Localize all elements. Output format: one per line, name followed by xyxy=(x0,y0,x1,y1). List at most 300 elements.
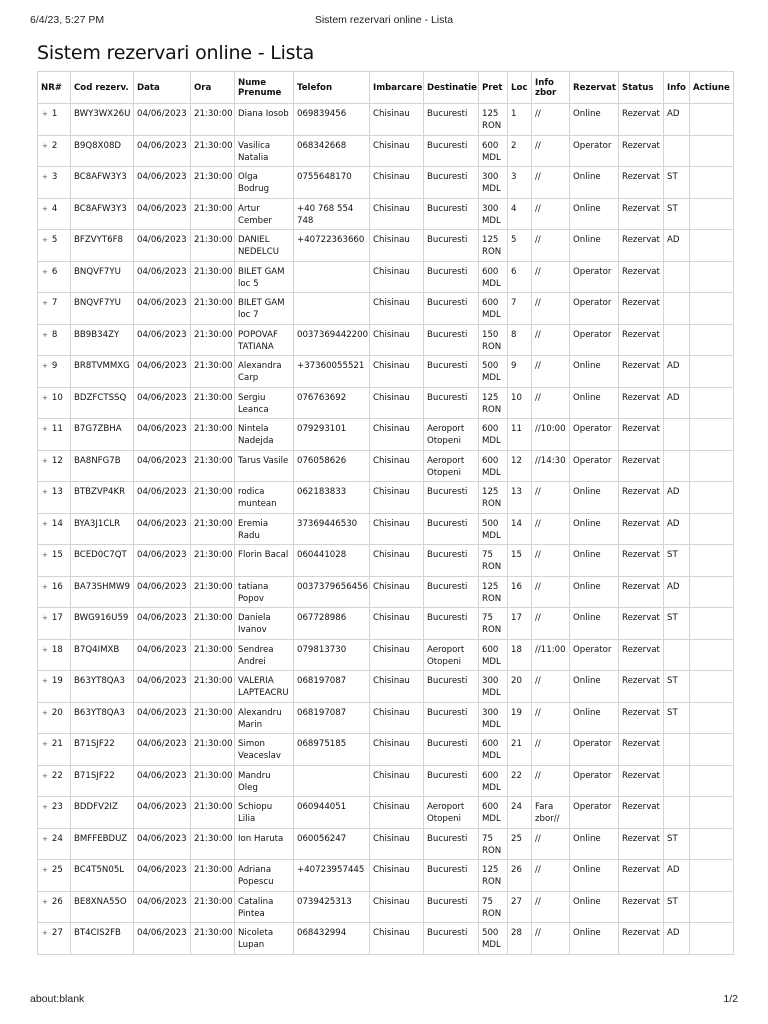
cell-info: AD xyxy=(664,356,690,388)
cell-nr xyxy=(38,576,71,608)
col-header-telefon[interactable]: Telefon xyxy=(294,72,370,104)
print-title: Sistem rezervari online - Lista xyxy=(314,14,454,26)
cell-data: 04/06/2023 xyxy=(134,293,191,325)
cell-info-zbor: //11:00 xyxy=(532,639,570,671)
table-row[interactable] xyxy=(38,639,734,671)
cell-actiune[interactable] xyxy=(690,734,734,766)
cell-data: 04/06/2023 xyxy=(134,576,191,608)
expand-row-icon[interactable]: + xyxy=(42,708,48,717)
cell-actiune[interactable] xyxy=(690,167,734,199)
cell-actiune[interactable] xyxy=(690,419,734,451)
cell-actiune[interactable] xyxy=(690,671,734,703)
page-title: Sistem rezervari online - Lista xyxy=(37,42,315,64)
cell-ora: 21:30:00 xyxy=(191,167,235,199)
cell-loc: 21 xyxy=(508,734,532,766)
print-footer xyxy=(30,993,738,1007)
cell-nr xyxy=(38,860,71,892)
col-header-destinatie[interactable]: Destinatie xyxy=(424,72,479,104)
cell-cod: BC4T5N05L xyxy=(71,860,134,892)
expand-row-icon[interactable]: + xyxy=(42,330,48,339)
cell-info: AD xyxy=(664,576,690,608)
cell-destinatie: Bucuresti xyxy=(424,230,479,262)
cell-info-zbor: // xyxy=(532,293,570,325)
cell-destinatie: Bucuresti xyxy=(424,576,479,608)
cell-actiune[interactable] xyxy=(690,828,734,860)
table-row[interactable] xyxy=(38,545,734,577)
cell-rezervat: Online xyxy=(570,608,619,640)
expand-row-icon[interactable]: + xyxy=(42,645,48,654)
cell-nr xyxy=(38,419,71,451)
cell-rezervat: Online xyxy=(570,923,619,955)
cell-info xyxy=(664,797,690,829)
table-row[interactable] xyxy=(38,356,734,388)
cell-telefon: 0037369442200 xyxy=(294,324,370,356)
cell-telefon: 0739425313 xyxy=(294,891,370,923)
cell-rezervat: Operator xyxy=(570,324,619,356)
cell-info xyxy=(664,450,690,482)
cell-cod: BA8NFG7B xyxy=(71,450,134,482)
cell-info: AD xyxy=(664,482,690,514)
cell-nr xyxy=(38,104,71,136)
cell-ora: 21:30:00 xyxy=(191,324,235,356)
cell-rezervat: Operator xyxy=(570,797,619,829)
row-number: 2 xyxy=(51,140,58,151)
cell-destinatie: Aeroport Otopeni xyxy=(424,639,479,671)
cell-data: 04/06/2023 xyxy=(134,545,191,577)
cell-info-zbor: // xyxy=(532,482,570,514)
row-number: 27 xyxy=(51,928,63,938)
cell-actiune[interactable] xyxy=(690,891,734,923)
col-header-actiune[interactable]: Actiune xyxy=(690,72,734,104)
cell-cod: BNQVF7YU xyxy=(71,293,134,325)
table-row[interactable] xyxy=(38,482,734,514)
cell-status: Rezervat xyxy=(619,261,664,293)
cell-data: 04/06/2023 xyxy=(134,734,191,766)
col-header-info-zbor[interactable]: Info zbor xyxy=(532,72,570,104)
expand-row-icon[interactable]: + xyxy=(42,362,48,370)
cell-nr xyxy=(38,545,71,577)
cell-loc: 17 xyxy=(508,608,532,640)
cell-ora: 21:30:00 xyxy=(191,702,235,734)
table-row[interactable] xyxy=(38,576,734,608)
table-row[interactable] xyxy=(38,671,734,703)
expand-row-icon[interactable]: + xyxy=(42,173,48,181)
cell-info-zbor: // xyxy=(532,261,570,293)
cell-nume: Ion Haruta xyxy=(235,828,294,860)
cell-destinatie: Bucuresti xyxy=(424,387,479,419)
cell-rezervat: Operator xyxy=(570,261,619,293)
cell-actiune[interactable] xyxy=(690,387,734,419)
cell-actiune[interactable] xyxy=(690,450,734,482)
cell-info-zbor: // xyxy=(532,198,570,230)
cell-nr xyxy=(38,671,71,703)
cell-actiune[interactable] xyxy=(690,198,734,230)
table-row[interactable] xyxy=(38,734,734,766)
cell-cod: BC8AFW3Y3 xyxy=(71,167,134,199)
cell-data: 04/06/2023 xyxy=(134,167,191,199)
table-row[interactable] xyxy=(38,230,734,262)
cell-nume: Tarus Vasile xyxy=(235,450,294,482)
cell-nr xyxy=(38,293,71,325)
expand-row-icon[interactable]: + xyxy=(42,425,48,433)
col-header-nr[interactable]: NR# xyxy=(38,72,71,104)
expand-row-icon[interactable]: + xyxy=(42,929,48,937)
cell-imbarcare: Chisinau xyxy=(370,860,424,892)
col-header-imbarcare[interactable]: Imbarcare xyxy=(370,72,424,104)
cell-status: Rezervat xyxy=(619,702,664,734)
cell-cod: BCED0C7QT xyxy=(71,545,134,577)
cell-data: 04/06/2023 xyxy=(134,198,191,230)
cell-pret: 600 MDL xyxy=(479,293,508,325)
expand-row-icon[interactable]: + xyxy=(42,834,48,843)
cell-imbarcare: Chisinau xyxy=(370,167,424,199)
cell-data: 04/06/2023 xyxy=(134,135,191,167)
cell-telefon: 0037379656456 xyxy=(294,576,370,608)
cell-status: Rezervat xyxy=(619,608,664,640)
cell-nume: DANIEL NEDELCU xyxy=(235,230,294,262)
cell-actiune[interactable] xyxy=(690,230,734,262)
table-row[interactable] xyxy=(38,513,734,545)
cell-info xyxy=(664,639,690,671)
expand-row-icon[interactable]: + xyxy=(42,897,48,906)
cell-nume: Daniela Ivanov xyxy=(235,608,294,640)
cell-cod: BDDFV2IZ xyxy=(71,797,134,829)
cell-data: 04/06/2023 xyxy=(134,639,191,671)
table-row[interactable] xyxy=(38,261,734,293)
cell-status: Rezervat xyxy=(619,734,664,766)
cell-rezervat: Online xyxy=(570,576,619,608)
cell-status: Rezervat xyxy=(619,860,664,892)
cell-rezervat: Operator xyxy=(570,293,619,325)
cell-imbarcare: Chisinau xyxy=(370,387,424,419)
cell-cod: BTBZVP4KR xyxy=(71,482,134,514)
expand-row-icon[interactable]: + xyxy=(42,204,48,213)
cell-loc: 7 xyxy=(508,293,532,325)
expand-row-icon[interactable]: + xyxy=(42,110,48,118)
cell-destinatie: Bucuresti xyxy=(424,135,479,167)
cell-nume: Adriana Popescu xyxy=(235,860,294,892)
cell-info-zbor: // xyxy=(532,324,570,356)
expand-row-icon[interactable]: + xyxy=(42,866,48,874)
row-number: 26 xyxy=(51,896,63,907)
table-row[interactable] xyxy=(38,135,734,167)
cell-destinatie: Aeroport Otopeni xyxy=(424,797,479,829)
cell-actiune[interactable] xyxy=(690,608,734,640)
cell-ora: 21:30:00 xyxy=(191,576,235,608)
cell-nr xyxy=(38,135,71,167)
page-number: 1/2 xyxy=(723,993,738,1005)
cell-cod: BT4CIS2FB xyxy=(71,923,134,955)
cell-nume: POPOVAF TATIANA xyxy=(235,324,294,356)
row-number: 10 xyxy=(51,392,63,403)
cell-nr xyxy=(38,450,71,482)
cell-telefon: 068975185 xyxy=(294,734,370,766)
cell-status: Rezervat xyxy=(619,167,664,199)
cell-info: ST xyxy=(664,891,690,923)
cell-data: 04/06/2023 xyxy=(134,608,191,640)
cell-nume: Artur Cember xyxy=(235,198,294,230)
cell-nume: BILET GAM loc 5 xyxy=(235,261,294,293)
cell-destinatie: Bucuresti xyxy=(424,104,479,136)
cell-actiune[interactable] xyxy=(690,765,734,797)
cell-imbarcare: Chisinau xyxy=(370,324,424,356)
cell-pret: 125 RON xyxy=(479,104,508,136)
cell-pret: 125 RON xyxy=(479,230,508,262)
row-number: 17 xyxy=(51,613,63,623)
expand-row-icon[interactable]: + xyxy=(42,614,48,622)
table-row[interactable] xyxy=(38,702,734,734)
col-header-loc[interactable]: Loc xyxy=(508,72,532,104)
cell-loc: 20 xyxy=(508,671,532,703)
cell-telefon: 068197087 xyxy=(294,671,370,703)
table-row[interactable] xyxy=(38,797,734,829)
cell-pret: 300 MDL xyxy=(479,167,508,199)
table-row[interactable] xyxy=(38,923,734,955)
cell-info-zbor: // xyxy=(532,545,570,577)
cell-data: 04/06/2023 xyxy=(134,828,191,860)
cell-cod: B71SJF22 xyxy=(71,765,134,797)
expand-row-icon[interactable]: + xyxy=(42,236,48,244)
cell-rezervat: Online xyxy=(570,104,619,136)
cell-actiune[interactable] xyxy=(690,135,734,167)
cell-info: ST xyxy=(664,828,690,860)
cell-actiune[interactable] xyxy=(690,545,734,577)
cell-status: Rezervat xyxy=(619,923,664,955)
cell-info-zbor: // xyxy=(532,828,570,860)
cell-loc: 2 xyxy=(508,135,532,167)
cell-actiune[interactable] xyxy=(690,356,734,388)
cell-actiune[interactable] xyxy=(690,293,734,325)
cell-loc: 12 xyxy=(508,450,532,482)
col-header-ora[interactable]: Ora xyxy=(191,72,235,104)
cell-info-zbor: // xyxy=(532,167,570,199)
cell-nr xyxy=(38,482,71,514)
cell-rezervat: Online xyxy=(570,198,619,230)
cell-info-zbor: // xyxy=(532,671,570,703)
row-number: 15 xyxy=(51,550,63,560)
cell-pret: 75 RON xyxy=(479,545,508,577)
expand-row-icon[interactable]: + xyxy=(42,519,48,528)
cell-imbarcare: Chisinau xyxy=(370,923,424,955)
table-row[interactable] xyxy=(38,765,734,797)
cell-telefon: +40 768 554 748 xyxy=(294,198,370,230)
cell-telefon: +37360055521 xyxy=(294,356,370,388)
table-row[interactable] xyxy=(38,860,734,892)
expand-row-icon[interactable]: + xyxy=(42,582,48,591)
expand-row-icon[interactable]: + xyxy=(42,551,48,559)
row-number: 14 xyxy=(51,518,63,529)
cell-status: Rezervat xyxy=(619,545,664,577)
cell-telefon xyxy=(294,765,370,797)
row-number: 8 xyxy=(51,329,58,340)
row-number: 22 xyxy=(51,770,63,781)
col-header-info[interactable]: Info xyxy=(664,72,690,104)
cell-destinatie: Bucuresti xyxy=(424,765,479,797)
cell-actiune[interactable] xyxy=(690,860,734,892)
table-row[interactable] xyxy=(38,387,734,419)
cell-actiune[interactable] xyxy=(690,702,734,734)
cell-actiune[interactable] xyxy=(690,576,734,608)
cell-status: Rezervat xyxy=(619,198,664,230)
cell-rezervat: Online xyxy=(570,545,619,577)
cell-cod: BDZFCTSSQ xyxy=(71,387,134,419)
cell-destinatie: Bucuresti xyxy=(424,671,479,703)
expand-row-icon[interactable]: + xyxy=(42,393,48,402)
cell-imbarcare: Chisinau xyxy=(370,608,424,640)
cell-data: 04/06/2023 xyxy=(134,324,191,356)
col-header-pret[interactable]: Pret xyxy=(479,72,508,104)
cell-actiune[interactable] xyxy=(690,261,734,293)
cell-loc: 18 xyxy=(508,639,532,671)
cell-rezervat: Operator xyxy=(570,639,619,671)
cell-ora: 21:30:00 xyxy=(191,860,235,892)
row-number: 7 xyxy=(51,298,58,308)
cell-nume: Olga Bodrug xyxy=(235,167,294,199)
cell-telefon: 068342668 xyxy=(294,135,370,167)
table-row[interactable] xyxy=(38,450,734,482)
cell-telefon: 069839456 xyxy=(294,104,370,136)
cell-pret: 600 MDL xyxy=(479,734,508,766)
cell-destinatie: Bucuresti xyxy=(424,923,479,955)
expand-row-icon[interactable]: + xyxy=(42,803,48,811)
cell-actiune[interactable] xyxy=(690,639,734,671)
cell-loc: 3 xyxy=(508,167,532,199)
cell-actiune[interactable] xyxy=(690,797,734,829)
table-header-row xyxy=(38,72,734,104)
table-row[interactable] xyxy=(38,198,734,230)
cell-rezervat: Online xyxy=(570,891,619,923)
cell-data: 04/06/2023 xyxy=(134,765,191,797)
table-row[interactable] xyxy=(38,167,734,199)
cell-status: Rezervat xyxy=(619,324,664,356)
cell-loc: 14 xyxy=(508,513,532,545)
cell-telefon: 060056247 xyxy=(294,828,370,860)
col-header-nume[interactable]: Nume Prenume xyxy=(235,72,294,104)
cell-cod: B7Q4IMXB xyxy=(71,639,134,671)
cell-data: 04/06/2023 xyxy=(134,923,191,955)
expand-row-icon[interactable]: + xyxy=(42,141,48,150)
cell-ora: 21:30:00 xyxy=(191,608,235,640)
cell-info-zbor: // xyxy=(532,104,570,136)
cell-nume: VALERIA LAPTEACRU xyxy=(235,671,294,703)
cell-telefon: +40723957445 xyxy=(294,860,370,892)
row-number: 16 xyxy=(51,581,63,592)
expand-row-icon[interactable]: + xyxy=(42,267,48,276)
cell-actiune[interactable] xyxy=(690,104,734,136)
table-row[interactable] xyxy=(38,293,734,325)
table-row[interactable] xyxy=(38,104,734,136)
cell-telefon: 079813730 xyxy=(294,639,370,671)
cell-cod: B7G7ZBHA xyxy=(71,419,134,451)
cell-nr xyxy=(38,608,71,640)
cell-data: 04/06/2023 xyxy=(134,671,191,703)
col-header-status[interactable]: Status xyxy=(619,72,664,104)
cell-imbarcare: Chisinau xyxy=(370,828,424,860)
table-row[interactable] xyxy=(38,608,734,640)
cell-info: ST xyxy=(664,167,690,199)
cell-loc: 28 xyxy=(508,923,532,955)
cell-telefon: 076058626 xyxy=(294,450,370,482)
cell-cod: B63YT8QA3 xyxy=(71,702,134,734)
cell-pret: 500 MDL xyxy=(479,356,508,388)
cell-nr xyxy=(38,828,71,860)
cell-pret: 600 MDL xyxy=(479,419,508,451)
expand-row-icon[interactable]: + xyxy=(42,488,48,496)
cell-telefon: 079293101 xyxy=(294,419,370,451)
cell-loc: 10 xyxy=(508,387,532,419)
cell-nr xyxy=(38,734,71,766)
cell-imbarcare: Chisinau xyxy=(370,419,424,451)
cell-nr xyxy=(38,324,71,356)
expand-row-icon[interactable]: + xyxy=(42,771,48,780)
cell-status: Rezervat xyxy=(619,891,664,923)
cell-rezervat: Online xyxy=(570,230,619,262)
cell-pret: 125 RON xyxy=(479,387,508,419)
col-header-cod[interactable]: Cod rezerv. xyxy=(71,72,134,104)
expand-row-icon[interactable]: + xyxy=(42,740,48,748)
print-header xyxy=(30,14,738,28)
cell-ora: 21:30:00 xyxy=(191,891,235,923)
table-row[interactable] xyxy=(38,324,734,356)
expand-row-icon[interactable]: + xyxy=(42,299,48,307)
row-number: 25 xyxy=(51,865,63,875)
cell-loc: 5 xyxy=(508,230,532,262)
cell-pret: 75 RON xyxy=(479,828,508,860)
cell-ora: 21:30:00 xyxy=(191,419,235,451)
cell-telefon: 060441028 xyxy=(294,545,370,577)
cell-info-zbor: // xyxy=(532,387,570,419)
expand-row-icon[interactable]: + xyxy=(42,677,48,685)
col-header-rezervat[interactable]: Rezervat xyxy=(570,72,619,104)
cell-info: AD xyxy=(664,513,690,545)
cell-imbarcare: Chisinau xyxy=(370,104,424,136)
table-row[interactable] xyxy=(38,891,734,923)
cell-ora: 21:30:00 xyxy=(191,734,235,766)
cell-pret: 600 MDL xyxy=(479,797,508,829)
cell-cod: BFZVYT6F8 xyxy=(71,230,134,262)
table-row[interactable] xyxy=(38,419,734,451)
cell-rezervat: Online xyxy=(570,671,619,703)
cell-cod: BB9B34ZY xyxy=(71,324,134,356)
table-row[interactable] xyxy=(38,828,734,860)
expand-row-icon[interactable]: + xyxy=(42,456,48,465)
cell-pret: 600 MDL xyxy=(479,639,508,671)
cell-actiune[interactable] xyxy=(690,482,734,514)
cell-actiune[interactable] xyxy=(690,513,734,545)
cell-ora: 21:30:00 xyxy=(191,261,235,293)
row-number: 18 xyxy=(51,644,63,655)
cell-info: ST xyxy=(664,608,690,640)
cell-actiune[interactable] xyxy=(690,324,734,356)
cell-telefon: 0755648170 xyxy=(294,167,370,199)
cell-loc: 11 xyxy=(508,419,532,451)
cell-status: Rezervat xyxy=(619,765,664,797)
cell-pret: 125 RON xyxy=(479,482,508,514)
cell-destinatie: Bucuresti xyxy=(424,608,479,640)
cell-ora: 21:30:00 xyxy=(191,450,235,482)
cell-imbarcare: Chisinau xyxy=(370,135,424,167)
cell-data: 04/06/2023 xyxy=(134,702,191,734)
cell-actiune[interactable] xyxy=(690,923,734,955)
col-header-data[interactable]: Data xyxy=(134,72,191,104)
cell-cod: BWG916U59 xyxy=(71,608,134,640)
cell-nume: Alexandra Carp xyxy=(235,356,294,388)
cell-telefon xyxy=(294,261,370,293)
cell-nume: Nintela Nadejda xyxy=(235,419,294,451)
cell-status: Rezervat xyxy=(619,828,664,860)
cell-pret: 600 MDL xyxy=(479,765,508,797)
cell-imbarcare: Chisinau xyxy=(370,576,424,608)
